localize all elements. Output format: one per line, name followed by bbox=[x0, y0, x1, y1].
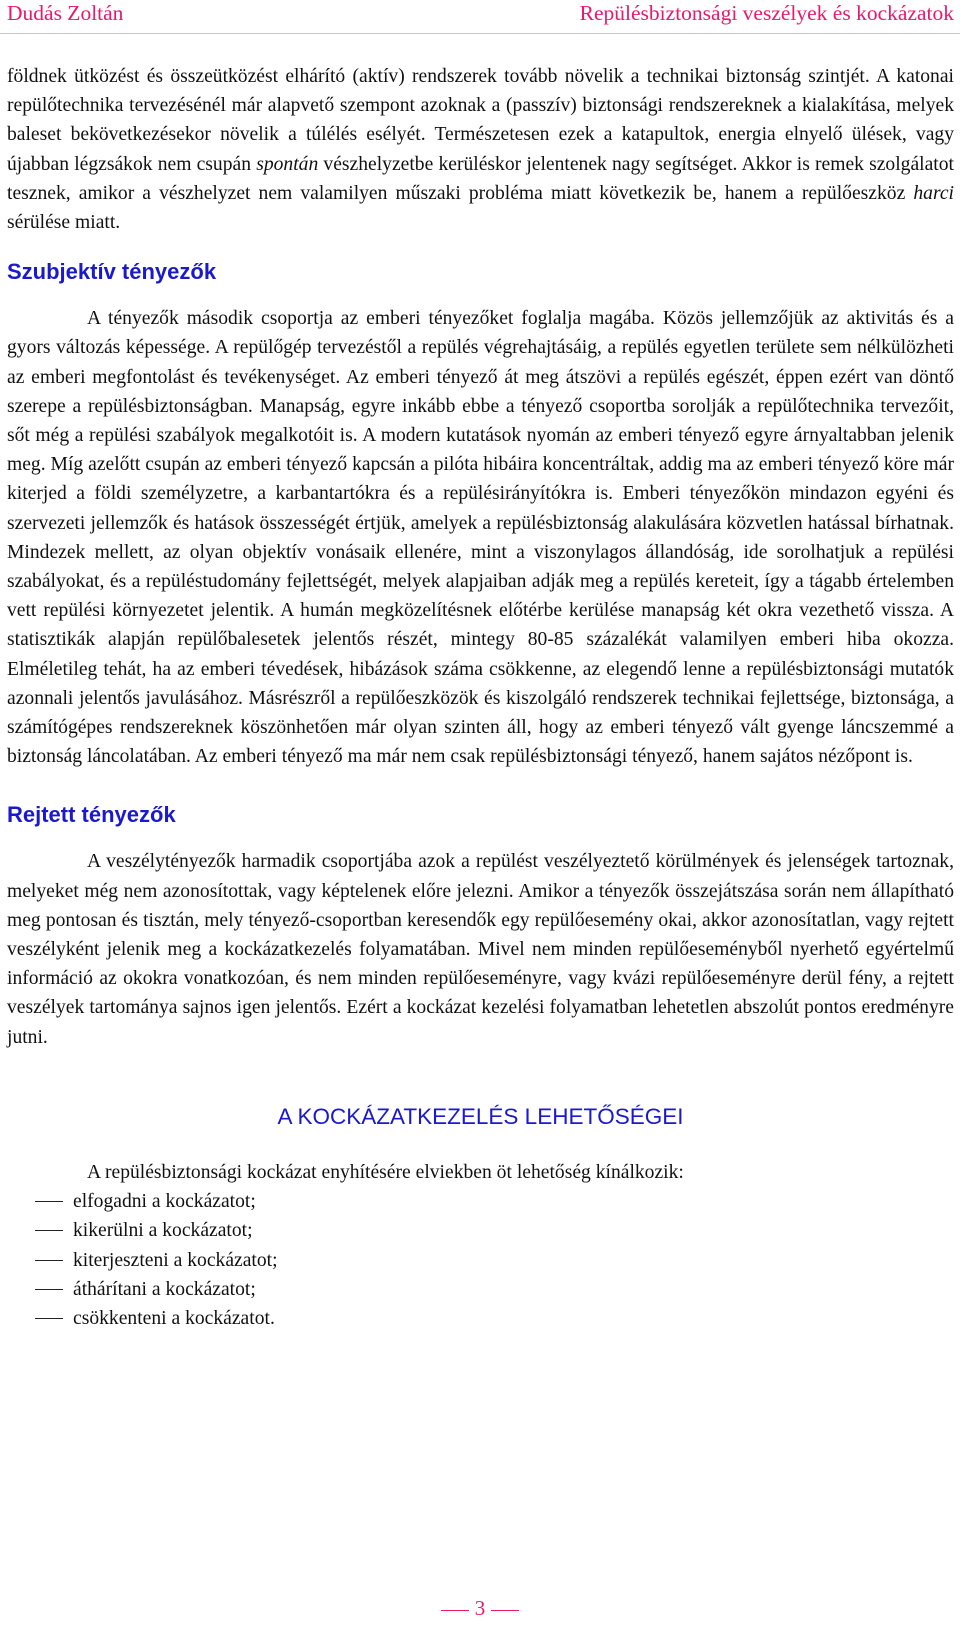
header-divider bbox=[0, 33, 960, 34]
list-item-text: kiterjeszteni a kockázatot; bbox=[73, 1249, 278, 1271]
list-item bbox=[7, 1246, 954, 1275]
emphasis-spontan: spontán bbox=[256, 153, 319, 175]
dash-bullet-icon bbox=[35, 1289, 63, 1290]
emphasis-harci: harci bbox=[913, 182, 954, 204]
dash-bullet-icon bbox=[35, 1230, 63, 1231]
list-item-text: kikerülni a kockázatot; bbox=[73, 1220, 253, 1242]
page-number: 3 bbox=[474, 1596, 486, 1620]
header-author: Dudás Zoltán bbox=[7, 1, 124, 25]
paragraph-technical-safety bbox=[7, 62, 954, 237]
list-item bbox=[7, 1304, 954, 1333]
section-heading-subjective: Szubjektív tényezők bbox=[7, 259, 217, 285]
list-item bbox=[7, 1216, 954, 1245]
paragraph-text: vészhelyzetbe kerüléskor jelentenek nagy segítséget. Akkor is remek szolgálatot tesznek, amikor a vészhelyzet nem valamilyen műszaki probléma miatt következik be, hanem a repülőeszköz bbox=[7, 153, 954, 204]
paragraph-text: sérülése miatt. bbox=[7, 212, 121, 234]
risk-options-list bbox=[7, 1187, 954, 1333]
header-title: Repülésbiztonsági veszélyek és kockázatok bbox=[579, 1, 954, 25]
footer-dash-right bbox=[491, 1610, 519, 1611]
chapter-heading-risk-management: A KOCKÁZATKEZELÉS LEHETŐSÉGEI bbox=[277, 1103, 684, 1129]
list-item-text: áthárítani a kockázatot; bbox=[73, 1278, 256, 1300]
list-item-text: elfogadni a kockázatot; bbox=[73, 1191, 256, 1213]
paragraph-risk-intro: A repülésbiztonsági kockázat enyhítésére elviekben öt lehetőség kínálkozik: bbox=[87, 1161, 684, 1183]
paragraph-hidden-factors: A veszélytényezők harmadik csoportjába azok a repülést veszélyeztető körülmények és jelenségek tartoznak, melyeket még nem azonosítottak, vagy képtelenek előre jelezni. Amikor a tényezők összejátszása során nem állapítható meg pontosan és tisztán, mely tényező-csoportban keresendők egy repülőesemény okai, akkor azonosítatlan, vagy rejtett veszélyként jelenik meg a kockázatkezelés folyamatában. Mivel nem minden repülőeseményből nyerhető egyértelmű információ az okokra vonatkozóan, és nem minden repülőeseményre, vagy kvázi repülőeseményre derül fény, a rejtett veszélyek tartománya sajnos igen jelentős. Ezért a kockázat kezelési folyamatban lehetetlen abszolút pontos eredményre jutni. bbox=[7, 851, 954, 1048]
list-item bbox=[7, 1275, 954, 1304]
list-item bbox=[7, 1187, 954, 1216]
dash-bullet-icon bbox=[35, 1201, 63, 1202]
paragraph-text: földnek ütközést és összeütközést elhárító (aktív) rendszerek tovább növelik a technikai biztonság szintjét. A katonai repülőtechnika tervezésénél már alapvető szempont azoknak a (passzív) biztonsági rendszereknek a kialakítása, melyek baleset bekövetkezésekor növelik a túlélés esélyét. Természetesen ezek a katapultok, energia elnyelő ülések, vagy újabban légzsákok nem csupán bbox=[7, 66, 954, 175]
dash-bullet-icon bbox=[35, 1318, 63, 1319]
running-header bbox=[7, 0, 954, 33]
page-footer bbox=[0, 1596, 960, 1621]
section-heading-hidden: Rejtett tényezők bbox=[7, 802, 176, 828]
list-item-text: csökkenteni a kockázatot. bbox=[73, 1307, 275, 1329]
dash-bullet-icon bbox=[35, 1260, 63, 1261]
footer-dash-left bbox=[441, 1610, 469, 1611]
paragraph-subjective-factors: A tényezők második csoportja az emberi tényezőket foglalja magába. Közös jellemzőjük az aktivitás és a gyors változás képessége. A repülőgép tervezéstől a repülés végrehajtásáig, a repülés egyetlen területe sem nélkülözheti az emberi megfontolást és tevékenységet. Az emberi tényező át meg átszövi a repülés egészét, éppen ezért van döntő szerepe a repülésbiztonságban. Manapság, egyre inkább ebbe a tényező csoportba sorolják a repülőtechnika tervezőit, sőt még a repülési szabályok megalkotóit is. A modern kutatások nyomán az emberi tényező egyre árnyaltabban jelenik meg. Míg azelőtt csupán az emberi tényező kapcsán a pilóta hibáira koncentráltak, addig ma az emberi tényező köre már kiterjed a földi személyzetre, a karbantartókra és a repülésirányítókra is. Emberi tényezőkön mindazon egyéni és szervezeti jellemzők és hatások összességét értjük, amelyek a repülésbiztonság alakulására közvetlen hatással bírhatnak. Mindezek mellett, az olyan objektív vonásaik ellenére, mint a viszonylagos állandóság, ide sorolhatjuk a repülési szabályokat, és a repüléstudomány fejlettségét, melyek alapjaiban adják meg a repülés kereteit, így a tágabb értelemben vett repülési környezetet jelentik. A humán megközelítésnek előtérbe kerülése manapság két okra vezethető vissza. A statisztikák alapján repülőbalesetek jelentős részét, mintegy 80-85 százalékát valamilyen emberi hiba okozza. Elméletileg tehát, ha az emberi tévedések, hibázások száma csökkenne, az elegendő lenne a repülésbiztonsági mutatók azonnali jelentős javulásához. Másrészről a repülőeszközök és kiszolgáló rendszerek technikai fejlettsége, biztonsága, a számítógépes rendszereknek köszönhetően már olyan szinten áll, hogy az emberi tényező vált gyenge láncszemmé a biztonság láncolatában. Az emberi tényező ma már nem csak repülésbiztonsági tényező, hanem sajátos nézőpont is. bbox=[7, 308, 954, 768]
